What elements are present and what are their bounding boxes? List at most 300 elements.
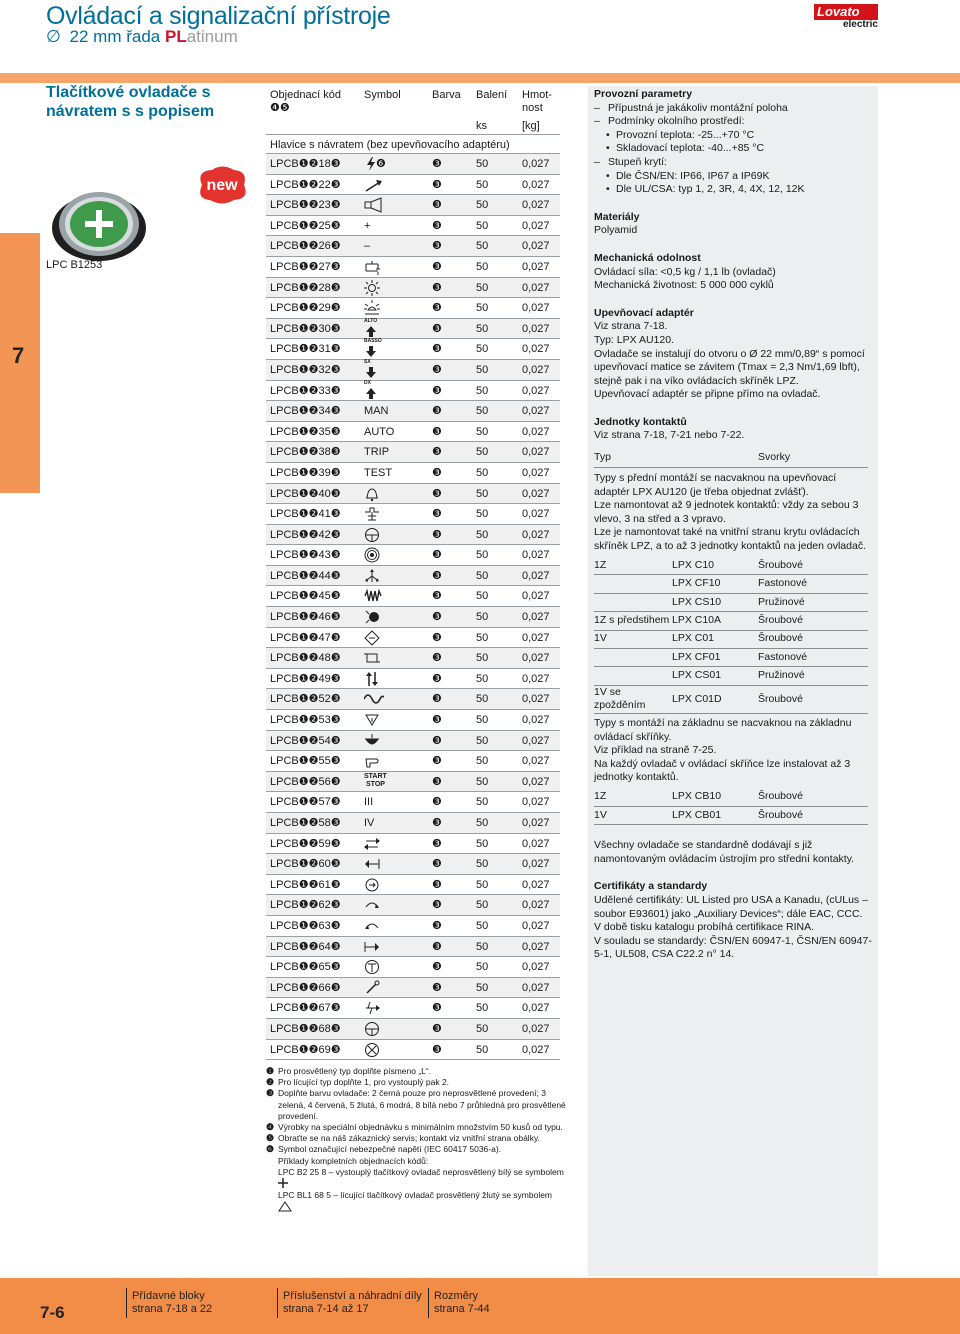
contact-terminal: Pružinové	[758, 667, 868, 685]
curve-right-icon	[364, 897, 384, 913]
row-code: LPCB❶❷65❸	[270, 961, 341, 974]
tap-icon	[364, 259, 384, 275]
hand-icon	[364, 753, 384, 769]
row-color: ❸	[432, 528, 442, 541]
table-row	[266, 175, 560, 196]
row-pack: 50	[476, 940, 489, 953]
footnote	[266, 1066, 566, 1077]
row-symbol	[364, 899, 424, 915]
row-pack: 50	[476, 693, 489, 706]
row-color: ❸	[432, 508, 442, 521]
row-weight: 0,027	[522, 569, 550, 582]
diameter-symbol: ∅	[46, 27, 61, 46]
row-weight: 0,027	[522, 1002, 550, 1015]
contact-row	[594, 630, 868, 648]
up-down-icon	[364, 671, 384, 687]
mech-text: Mechanická životnost: 5 000 000 cyklů	[594, 279, 774, 292]
row-code: LPCB❶❷28❸	[270, 281, 341, 294]
row-pack: 50	[476, 158, 489, 170]
row-pack: 50	[476, 672, 489, 685]
row-symbol	[364, 467, 424, 483]
row-pack: 50	[476, 549, 489, 562]
row-symbol	[364, 282, 424, 298]
row-weight: 0,027	[522, 940, 550, 953]
row-color: ❸	[432, 981, 442, 994]
ct-head-type: Typ	[594, 449, 672, 467]
lamp-icon	[364, 300, 384, 316]
footnote-text: Příklady kompletních objednacích kódů:	[278, 1155, 429, 1166]
row-pack: 50	[476, 199, 489, 212]
row-pack: 50	[476, 1043, 489, 1056]
row-symbol	[364, 317, 424, 339]
arrow-left-bar-icon	[364, 856, 384, 872]
adapt-title: Upevňovací adaptér	[594, 306, 694, 319]
top-band	[0, 73, 960, 83]
row-weight: 0,027	[522, 858, 550, 871]
contact-type	[594, 593, 672, 611]
contact-text: Viz strana 7-18, 7-21 nebo 7-22.	[594, 429, 745, 442]
row-color: ❸	[432, 1043, 442, 1056]
row-color: ❸	[432, 425, 442, 438]
row-color: ❸	[432, 199, 442, 212]
row-code: LPCB❶❷32❸	[270, 363, 341, 376]
footer-link-label: Přídavné bloky	[132, 1290, 205, 1302]
symbol-start: START	[364, 772, 387, 780]
row-code: LPCB❶❷49❸	[270, 672, 341, 685]
row-pack: 50	[476, 343, 489, 356]
symbol-text: TRIP	[364, 446, 390, 459]
section-title: Tlačítkové ovladače s návratem s s popisem	[46, 84, 215, 120]
contact-code: LPX CS01	[672, 667, 758, 685]
op-title: Provozní parametry	[594, 88, 693, 100]
contact-row	[594, 667, 868, 685]
table-row	[266, 875, 560, 896]
contact-table-base	[594, 788, 868, 825]
footer-link-page: strana 7-44	[434, 1303, 490, 1315]
contact-terminal: Šroubové	[758, 806, 868, 824]
contact-row	[594, 593, 868, 611]
row-pack: 50	[476, 405, 489, 418]
table-row	[266, 998, 560, 1019]
row-weight: 0,027	[522, 1022, 550, 1035]
table-row	[266, 566, 560, 587]
contact-type: 1Z s předstihem	[594, 612, 672, 630]
row-code: LPCB❶❷55❸	[270, 755, 341, 768]
spiral-icon	[364, 547, 384, 563]
row-color: ❸	[432, 796, 442, 809]
arrow-up-icon	[364, 386, 378, 400]
contact-type: 1Z	[594, 788, 672, 806]
row-code: LPCB❶❷57❸	[270, 796, 341, 809]
footnote-text: Pro lícující typ doplňte 1, pro vystouplý pak 2.	[278, 1077, 450, 1088]
contact-type	[594, 667, 672, 685]
footnote	[266, 1133, 566, 1144]
units-row	[266, 116, 560, 135]
table-header	[266, 86, 560, 116]
row-symbol	[364, 302, 424, 318]
row-symbol	[364, 920, 424, 936]
row-symbol	[364, 590, 424, 606]
row-pack: 50	[476, 240, 489, 253]
row-pack: 50	[476, 631, 489, 644]
row-symbol	[364, 1044, 424, 1060]
table-row	[266, 751, 560, 772]
row-pack: 50	[476, 1022, 489, 1035]
arrow-down-icon	[364, 344, 378, 358]
footnote-mark: ❹	[266, 1122, 275, 1133]
page-subtitle	[46, 27, 238, 47]
row-color: ❸	[432, 158, 442, 170]
row-code: LPCB❶❷45❸	[270, 590, 341, 603]
row-code: LPCB❶❷42❸	[270, 528, 341, 541]
row-color: ❸	[432, 919, 442, 932]
row-weight: 0,027	[522, 919, 550, 932]
contact-type: 1V	[594, 630, 672, 648]
table-row	[266, 1040, 560, 1061]
row-code: LPCB❶❷43❸	[270, 549, 341, 562]
row-color: ❸	[432, 384, 442, 397]
footnote	[266, 1144, 566, 1155]
table-row	[266, 669, 560, 690]
row-code: LPCB❶❷69❸	[270, 1043, 341, 1056]
table-row	[266, 957, 560, 978]
row-color: ❸	[432, 961, 442, 974]
table-row	[266, 586, 560, 607]
symbol-text: MAN	[364, 405, 389, 418]
arrow-down-icon	[364, 365, 378, 379]
logo-bottom: electric	[842, 19, 878, 30]
row-weight: 0,027	[522, 878, 550, 891]
row-weight: 0,027	[522, 322, 550, 335]
row-color: ❸	[432, 714, 442, 727]
row-weight: 0,027	[522, 693, 550, 706]
row-color: ❸	[432, 178, 442, 191]
row-code: LPCB❶❷62❸	[270, 899, 341, 912]
row-symbol	[364, 549, 424, 565]
row-color: ❸	[432, 878, 442, 891]
logo-top: Lovato	[814, 4, 878, 20]
row-weight: 0,027	[522, 302, 550, 315]
contact-header-table	[594, 449, 868, 468]
footnote-text: LPC BL1 68 5 – lícující tlačítkový ovladač prosvětlený žlutý se symbolem	[278, 1190, 553, 1201]
front-text: Typy s přední montáží se nacvaknou na upevňovací adaptér LPX AU120 (je třeba objednat zvlášť).	[594, 471, 837, 498]
row-color: ❸	[432, 240, 442, 253]
adapt-text: Ovladače se instalují do otvoru o Ø 22 mm/0,89“ s pomocí upevňovací matice se závitem (Tmax = 2,3 Nm/1,69 lbft), stejně pak i na víko ovládacích skříněk LPZ.	[594, 347, 865, 387]
table-row	[266, 689, 560, 710]
row-symbol	[364, 817, 424, 833]
footer-separator	[428, 1288, 429, 1318]
row-pack: 50	[476, 425, 489, 438]
wave-icon	[364, 691, 384, 707]
row-pack: 50	[476, 714, 489, 727]
row-symbol	[364, 632, 424, 648]
symbol-label: DX	[364, 379, 371, 386]
row-code: LPCB❶❷46❸	[270, 611, 341, 624]
row-code: LPCB❶❷22❸	[270, 178, 341, 191]
front-text: Lze namontovat až 9 jednotek kontaktů: vždy za sebou 3 vlevo, 3 na střed a 3 vpravo.	[594, 499, 859, 525]
symbol-label: SX	[364, 358, 371, 365]
row-code: LPCB❶❷26❸	[270, 240, 341, 253]
symbol-text: +	[364, 219, 371, 232]
row-code: LPCB❶❷59❸	[270, 837, 341, 850]
row-weight: 0,027	[522, 961, 550, 974]
footnote-mark: ❺	[266, 1133, 275, 1144]
symbol-note: ❻	[376, 158, 386, 170]
cert-text: V souladu se standardy: ČSN/EN 60947-1, ČSN/EN 60947-5-1, UL508, CSA C22.2 n° 14.	[594, 934, 872, 961]
table-section-label: Hlavice s návratem (bez upevňovacího adaptéru)	[270, 139, 510, 151]
footer-link-accessories[interactable]	[283, 1290, 422, 1316]
arrow-up-icon	[364, 324, 378, 338]
base-text: Typy s montáží na základnu se nacvaknou na základnu ovládací skříňky.	[594, 716, 852, 743]
row-weight: 0,027	[522, 631, 550, 644]
cert-text: V době tisku katalogu probíhá certifikace RINA.	[594, 921, 815, 934]
contact-terminal: Šroubové	[758, 685, 868, 713]
row-code: LPCB❶❷23❸	[270, 199, 341, 212]
symbol-text: AUTO	[364, 425, 395, 438]
row-color: ❸	[432, 260, 442, 273]
row-code: LPCB❶❷68❸	[270, 1022, 341, 1035]
footnote-text: LPC B2 25 8 – vystouplý tlačítkový ovladač neprosvětlený bílý se symbolem	[278, 1166, 564, 1177]
contact-code: LPX CB01	[672, 806, 758, 824]
warning-icon	[278, 1201, 292, 1212]
mat-title: Materiály	[594, 210, 640, 223]
row-color: ❸	[432, 405, 442, 418]
row-weight: 0,027	[522, 981, 550, 994]
row-code: LPCB❶❷56❸	[270, 775, 341, 788]
row-symbol	[364, 426, 424, 442]
pump-icon	[364, 506, 384, 522]
row-color: ❸	[432, 343, 442, 356]
triangle-down-icon	[364, 712, 384, 728]
mech-title: Mechanická odolnost	[594, 251, 701, 264]
adapt-text: Typ: LPX AU120.	[594, 333, 674, 346]
table-row	[266, 834, 560, 855]
contact-row	[594, 685, 868, 713]
row-code: LPCB❶❷64❸	[270, 940, 341, 953]
row-color: ❸	[432, 363, 442, 376]
row-symbol	[364, 338, 424, 359]
table-row	[266, 278, 560, 299]
row-symbol	[364, 179, 424, 195]
footnote	[266, 1077, 566, 1088]
col-pack: Balení	[476, 89, 508, 101]
contact-code: LPX C10	[672, 557, 758, 575]
row-symbol	[364, 735, 424, 751]
row-symbol	[364, 570, 424, 586]
op-item: – Podmínky okolního prostředí:	[594, 115, 874, 129]
table-row	[266, 607, 560, 628]
row-symbol	[364, 961, 424, 977]
row-symbol	[364, 796, 424, 812]
row-pack: 50	[476, 363, 489, 376]
table-section	[266, 135, 560, 154]
row-color: ❸	[432, 672, 442, 685]
front-text: Lze je namontovat také na vnitřní stranu krytu ovládacích skříněk LPZ, a to až 3 jednotky kontaktů na jeden ovladač.	[594, 526, 866, 552]
footnote-text: Výrobky na speciální objednávku s minimálním množstvím 50 kusů od typu.	[278, 1122, 563, 1133]
table-row	[266, 710, 560, 731]
contact-row	[594, 648, 868, 666]
row-weight: 0,027	[522, 549, 550, 562]
row-symbol	[364, 358, 424, 380]
row-weight: 0,027	[522, 219, 550, 232]
footnote-mark: ❷	[266, 1077, 275, 1088]
col-code-notes: ❹❺	[270, 102, 290, 114]
col-code-label: Objednací kód	[270, 89, 341, 101]
row-code: LPCB❶❷63❸	[270, 919, 341, 932]
row-pack: 50	[476, 755, 489, 768]
row-pack: 50	[476, 384, 489, 397]
row-pack: 50	[476, 734, 489, 747]
row-pack: 50	[476, 508, 489, 521]
row-symbol	[364, 508, 424, 524]
row-pack: 50	[476, 817, 489, 829]
table-row	[266, 1019, 560, 1040]
circle-half-icon	[364, 527, 384, 543]
circle-arrow-icon	[364, 877, 384, 893]
circle-half-icon	[364, 1021, 384, 1037]
footnote-text: Obraťte se na náš zákaznický servis; kontakt viz vnitřní strana obálky.	[278, 1133, 540, 1144]
contact-code: LPX C01D	[672, 685, 758, 713]
row-symbol	[364, 199, 424, 215]
symbol-text: TEST	[364, 466, 393, 479]
table-row	[266, 298, 560, 319]
cert-text: Udělené certifikáty: UL Listed pro USA a Kanadu, (cULus – soubor E93601) jako „Auxiliary Devices“; dále EAC, CCC.	[594, 893, 868, 920]
row-symbol	[364, 693, 424, 709]
row-code: LPCB❶❷47❸	[270, 631, 341, 644]
row-weight: 0,027	[522, 796, 550, 809]
row-weight: 0,027	[522, 652, 550, 665]
row-weight: 0,027	[522, 611, 550, 624]
row-code: LPCB❶❷44❸	[270, 569, 341, 582]
horn-icon	[364, 197, 384, 213]
row-color: ❸	[432, 569, 442, 582]
table-row	[266, 381, 560, 402]
row-pack: 50	[476, 590, 489, 603]
symbol-label: BASSO	[364, 338, 382, 345]
footnote-text: Pro prosvětlený typ doplňte písmeno „L“.	[278, 1066, 432, 1076]
row-symbol	[364, 611, 424, 627]
row-symbol	[364, 1002, 424, 1018]
row-code: LPCB❶❷27❸	[270, 260, 341, 273]
row-symbol	[364, 261, 424, 277]
table-rows	[266, 154, 560, 1060]
row-weight: 0,027	[522, 466, 550, 479]
row-code: LPCB❶❷38❸	[270, 446, 341, 459]
contact-terminal: Šroubové	[758, 557, 868, 575]
row-symbol	[364, 529, 424, 545]
arrow-up-right-icon	[364, 177, 384, 193]
table-row	[266, 772, 560, 793]
row-color: ❸	[432, 322, 442, 335]
table-row	[266, 236, 560, 257]
row-pack: 50	[476, 219, 489, 232]
op-bullet: • Skladovací teplota: -40...+85 °C	[594, 142, 874, 156]
mat-text: Polyamid	[594, 224, 638, 237]
bolt-arrow-icon	[364, 1000, 384, 1016]
symbol-text: –	[364, 240, 371, 253]
subtitle-text: 22 mm řada	[69, 27, 161, 46]
col-weight: Hmot-nost	[522, 89, 552, 114]
footnote-text: Doplňte barvu ovladače: 2 černá pouze pro neprosvětlené provedení; 3 zelená, 4 červená, 5 žlutá, 6 modrá, 8 bílá nebo 7 průhledná pro prosvětlené provedení.	[278, 1088, 566, 1121]
row-weight: 0,027	[522, 343, 550, 356]
base-text: Na každý ovladač v ovládací skříňce lze instalovat až 3 jednotky kontaktů.	[594, 757, 851, 784]
contact-type	[594, 648, 672, 666]
contact-code: LPX C10A	[672, 612, 758, 630]
table-row	[266, 257, 560, 278]
table-row	[266, 339, 560, 360]
table-row	[266, 628, 560, 649]
table-row	[266, 937, 560, 958]
row-symbol	[364, 488, 424, 504]
row-color: ❸	[432, 631, 442, 644]
row-color: ❸	[432, 219, 442, 232]
row-color: ❸	[432, 281, 442, 294]
table-row	[266, 916, 560, 937]
unit-weight: [kg]	[522, 120, 540, 132]
row-color: ❸	[432, 446, 442, 459]
row-code: LPCB❶❷41❸	[270, 508, 341, 521]
row-code: LPCB❶❷25❸	[270, 219, 341, 232]
col-color: Barva	[432, 89, 461, 101]
table-row	[266, 484, 560, 505]
contact-terminal: Šroubové	[758, 612, 868, 630]
plus-icon	[278, 1178, 288, 1188]
fan-icon	[364, 568, 384, 584]
row-color: ❸	[432, 899, 442, 912]
row-weight: 0,027	[522, 487, 550, 500]
op-item: – Přípustná je jakákoliv montážní poloha	[594, 102, 874, 116]
contact-terminal: Šroubové	[758, 630, 868, 648]
row-code: LPCB❶❷60❸	[270, 858, 341, 871]
row-pack: 50	[476, 858, 489, 871]
footer-link-dimensions[interactable]	[434, 1290, 490, 1316]
footnote-mark: ❶	[266, 1066, 275, 1076]
footer-link-label: Rozměry	[434, 1290, 479, 1302]
footer-link-page: strana 7-18 a 22	[132, 1303, 213, 1315]
row-code: LPCB❶❷67❸	[270, 1002, 341, 1015]
row-color: ❸	[432, 487, 442, 500]
row-weight: 0,027	[522, 199, 550, 212]
brand-atinum: atinum	[186, 27, 238, 46]
curve-left-icon	[364, 918, 384, 934]
row-code: LPCB❶❷34❸	[270, 405, 341, 418]
row-color: ❸	[432, 940, 442, 953]
row-weight: 0,027	[522, 405, 550, 418]
row-pack: 50	[476, 899, 489, 912]
contact-type: 1V	[594, 806, 672, 824]
symbol-text: IV	[364, 817, 375, 829]
row-symbol	[364, 941, 424, 957]
contact-terminal: Fastonové	[758, 648, 868, 666]
row-symbol	[364, 220, 424, 236]
row-code: LPCB❶❷39❸	[270, 466, 341, 479]
row-code: LPCB❶❷18❸	[270, 158, 341, 170]
row-weight: 0,027	[522, 590, 550, 603]
row-color: ❸	[432, 611, 442, 624]
row-color: ❸	[432, 775, 442, 788]
row-color: ❸	[432, 1002, 442, 1015]
bell-icon	[364, 486, 384, 502]
contact-type: 1Z	[594, 557, 672, 575]
dot-arrows-icon	[364, 609, 384, 625]
footer-link-aux-blocks[interactable]	[132, 1290, 212, 1316]
col-code	[270, 89, 341, 115]
table-row	[266, 360, 560, 381]
page-number: 7-6	[40, 1303, 65, 1322]
row-code: LPCB❶❷66❸	[270, 981, 341, 994]
row-weight: 0,027	[522, 672, 550, 685]
contact-code: LPX CF01	[672, 648, 758, 666]
